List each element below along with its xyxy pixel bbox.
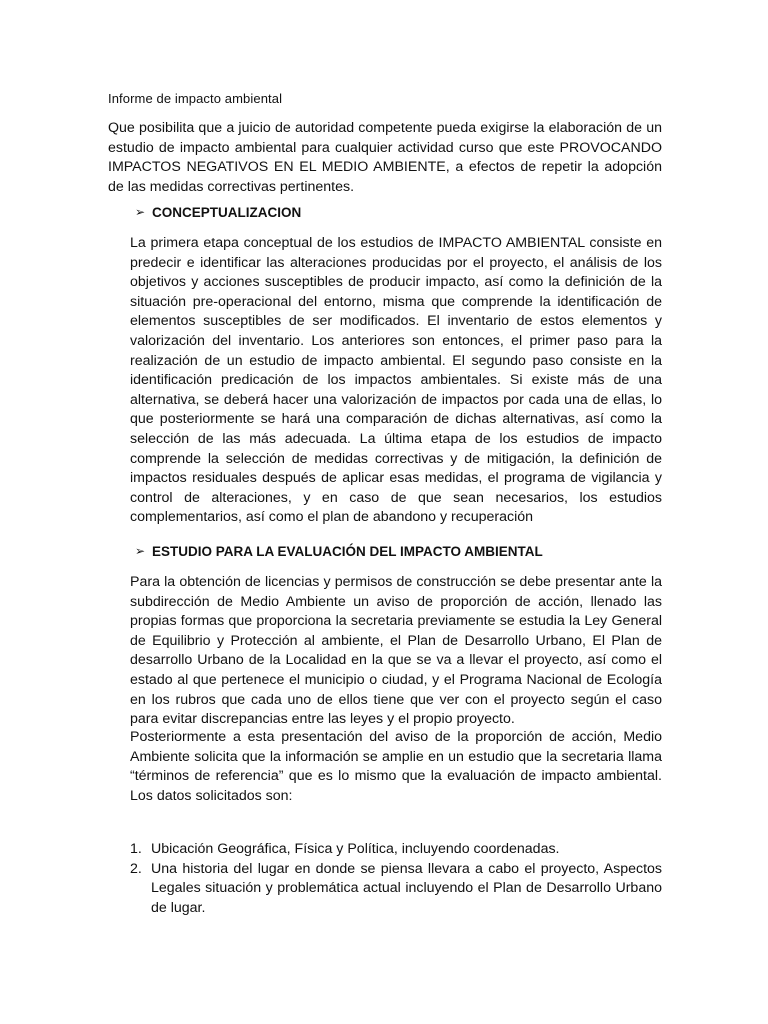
document-title: Informe de impacto ambiental xyxy=(108,91,283,106)
estudio-paragraph: Para la obtención de licencias y permisos de construcción se debe presentar ante la subdirección de Medio Ambiente un aviso de proporción de acción, llenado las propias formas que proporciona la secretaria previamente se estudia la Ley General de Equilibrio y Protección al ambiente, el Plan de Desarrollo Urbano, El Plan de desarrollo Urbano de la Localidad en la que se va a llevar el proyecto, así como el estado al que pertenece el municipio o ciudad, y el Programa Nacional de Ecología en los rubros que cada uno de ellos tiene que ver con el proyecto según el caso para evitar discrepancias entre las leyes y el propio proyecto. xyxy=(130,574,662,728)
arrow-bullet-icon: ➢ xyxy=(135,544,146,558)
conceptualizacion-paragraph: La primera etapa conceptual de los estudios de IMPACTO AMBIENTAL consiste en predecir e identificar las alteraciones producidas por el proyecto, el análisis de los objetivos y acciones susceptibles de producir impacto, así como la definición de la situación pre-operacional del entorno, misma que comprende la identificación de elementos susceptibles de ser modificados. El inventario de estos elementos y valorización del inventario. Los anteriores son entonces, el primer paso para la realización de un estudio de impacto ambiental. El segundo paso consiste en la identificación predicación de los impactos ambientales. Si existe más de una alternativa, se deberá hacer una valorización de impactos por cada una de ellas, lo que posteriormente se hará una comparación de dichas alternativas, así como la selección de las más adecuada. La última etapa de los estudios de impacto comprende la selección de medidas correctivas y de mitigación, la definición de impactos residuales después de aplicar esas medidas, el programa de vigilancia y control de alteraciones, y en caso de que sean necesarios, los estudios complementarios, así como el plan de abandono y recuperación xyxy=(130,235,662,526)
section-heading-label: ESTUDIO PARA LA EVALUACIÓN DEL IMPACTO AMBIENTAL xyxy=(152,544,543,559)
arrow-bullet-icon: ➢ xyxy=(135,205,146,219)
list-item xyxy=(130,840,662,860)
section-heading-label: CONCEPTUALIZACION xyxy=(152,205,302,220)
intro-paragraph: Que posibilita que a juicio de autoridad competente pueda exigirse la elaboración de un estudio de impacto ambiental para cualquier actividad curso que este PROVOCANDO IMPACTOS NEGATIVOS EN EL MEDIO AMBIENTE, a efectos de repetir la adopción de las medidas correctivas pertinentes. xyxy=(108,120,662,195)
list-item-number: 1. xyxy=(130,841,142,857)
posteriormente-paragraph: Posteriormente a esta presentación del aviso de la proporción de acción, Medio Ambiente solicita que la información se amplie en un estudio que la secretaria llama “términos de referencia” que es lo mismo que la evaluación de impacto ambiental. Los datos solicitados son: xyxy=(130,729,662,804)
list-item-text: Ubicación Geográfica, Física y Política, incluyendo coordenadas. xyxy=(151,841,560,857)
section-heading-conceptualizacion xyxy=(135,205,302,220)
requested-data-list xyxy=(130,840,662,918)
section-heading-estudio xyxy=(135,544,543,559)
list-item-number: 2. xyxy=(130,860,142,877)
list-item-text: Una historia del lugar en donde se piensa llevara a cabo el proyecto, Aspectos Legales situación y problemática actual incluyendo el Plan de Desarrollo Urbano de lugar. xyxy=(151,860,662,916)
list-item xyxy=(130,860,662,919)
